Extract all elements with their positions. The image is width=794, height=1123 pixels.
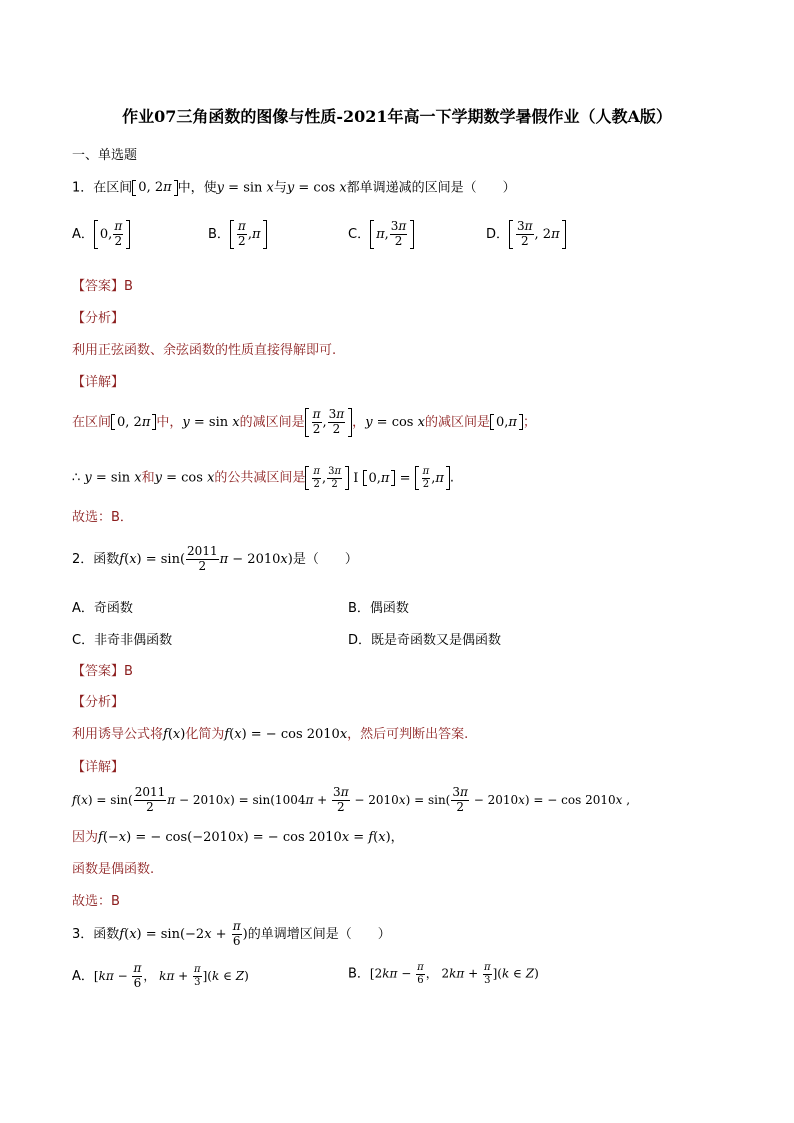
question-2-option-d: D．既是奇函数又是偶函数 xyxy=(348,633,502,648)
question-1-option-c: C． π , $\frac{3\pi}{2}$ xyxy=(348,220,414,249)
question-2-analysis: 利用诱导公式将f(x)化简为f(x) = − cos 2010x，然后可判断出答案. xyxy=(72,727,469,742)
question-1-option-b: B． $\frac{\pi}{2}$ , π xyxy=(208,220,267,249)
question-1-analysis-tag: 【分析】 xyxy=(72,311,125,326)
question-1-answer: 【答案】B xyxy=(72,279,133,294)
question-3-option-b: B．[2kπ − $\frac{\pi}{6}$ ， 2kπ + $\frac{\pi}{3}$ ](k ∈ Z) xyxy=(348,962,539,986)
question-1-stem: 1．在区间 0, 2 π 中，使y = sin x与y = cos x都单调递减的区间是（ ） xyxy=(72,180,516,196)
question-1-analysis: 利用正弦函数、余弦函数的性质直接得解即可. xyxy=(72,343,337,358)
question-1-detail-line-2: ∴ y = sin x和y = cos x的公共减区间是 $\frac{\pi}{2}$ , $\frac{3\pi}{2}$ I 0, π = $\frac{\pi}{2}$ , π . xyxy=(72,466,455,490)
question-2-option-a: A．奇函数 xyxy=(72,601,133,616)
question-2-detail-line-1: f(x) = sin( $\frac{2011}{2}$ π − 2010x) = sin(1004π + $\frac{3\pi}{2}$ − 2010x) = sin( $\frac{3\pi}{2}$ − 2010x) = − cos 2010x , xyxy=(72,785,631,814)
document-title: 作业07三角函数的图像与性质-2021年高一下学期数学暑假作业（人教A版） xyxy=(122,107,672,126)
question-1-detail-line-1: 在区间 0, 2 π 中，y = sin x的减区间是 $\frac{\pi}{2}$ , $\frac{3\pi}{2}$ ，y = cos x的减区间是 0, π ； xyxy=(72,407,536,436)
question-2-option-c: C．非奇非偶函数 xyxy=(72,633,173,648)
question-2-choose: 故选：B xyxy=(72,894,120,909)
question-1-option-d: D． $\frac{3\pi}{2}$ , 2 π xyxy=(486,220,566,249)
question-2-stem: 2．函数f(x) = sin( $\frac{2011}{2}$ π − 2010x)是（ ） xyxy=(72,544,358,573)
question-2-option-b: B．偶函数 xyxy=(348,601,409,616)
question-1-option-a: A． 0, $\frac{\pi}{2}$ xyxy=(72,220,130,249)
question-1-detail-tag: 【详解】 xyxy=(72,375,125,390)
question-2-detail-line-3: 函数是偶函数. xyxy=(72,862,155,877)
section-heading: 一、单选题 xyxy=(72,148,138,163)
question-2-detail-tag: 【详解】 xyxy=(72,760,125,775)
question-2-detail-line-2: 因为f(−x) = − cos(−2010x) = − cos 2010x = f(x)， xyxy=(72,830,404,845)
question-1-choose: 故选：B． xyxy=(72,510,133,525)
question-2-analysis-tag: 【分析】 xyxy=(72,695,125,710)
question-3-stem: 3．函数f(x) = sin(−2x + $\frac{\pi}{6}$ )的单调增区间是（ ） xyxy=(72,919,391,948)
question-3-option-a: A．[kπ − $\frac{\pi}{6}$ ， kπ + $\frac{\pi}{3}$ ](k ∈ Z) xyxy=(72,961,249,990)
question-2-answer: 【答案】B xyxy=(72,664,133,679)
